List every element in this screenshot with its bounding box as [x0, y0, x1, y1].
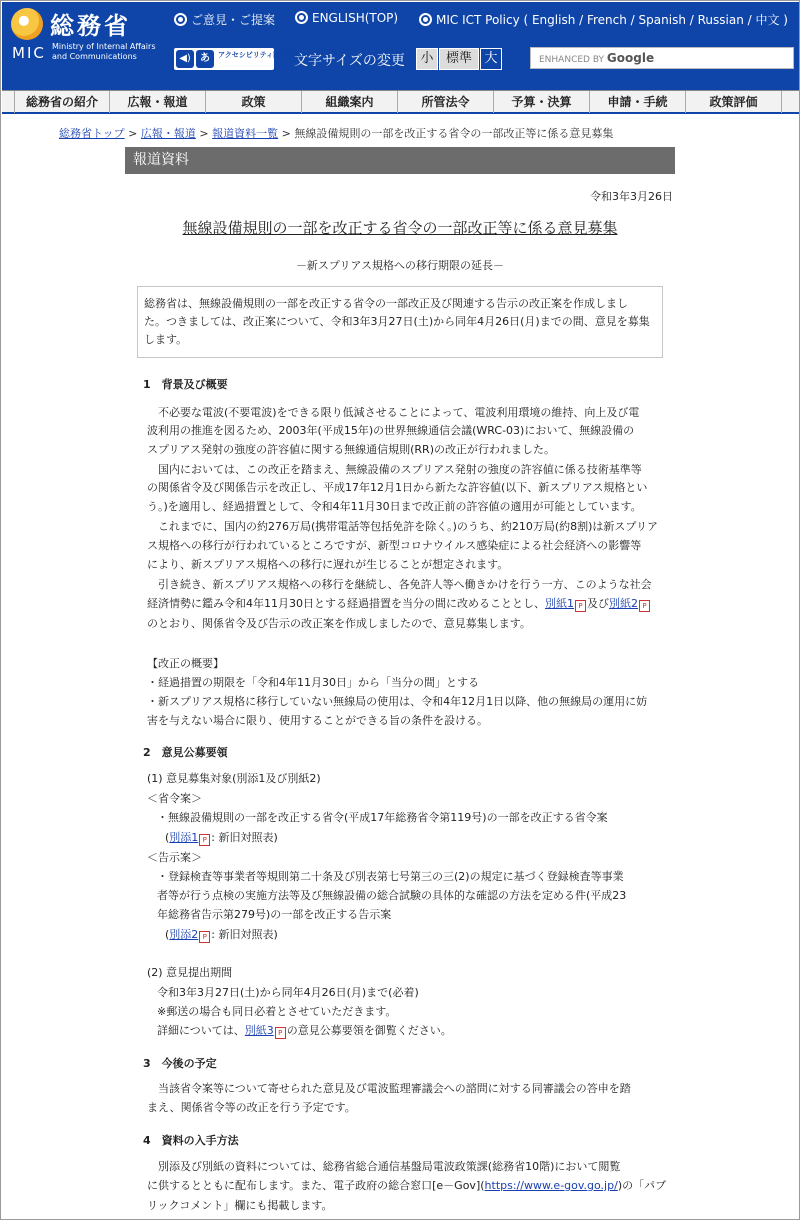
schedule-line: まえ、関係省令等の改正を行う予定です。	[147, 1101, 356, 1114]
attachment-link-1[interactable]: 別紙1	[545, 597, 574, 610]
body-line-text: 経済情勢に鑑み令和4年11月30日とする経過措置を当分の間に改めることとし、	[147, 597, 545, 610]
chevron-right-icon: >	[199, 127, 209, 140]
pdf-icon: P	[639, 600, 650, 612]
attachment-note: : 新旧対照表)	[211, 928, 278, 941]
link-join: 及び	[587, 597, 609, 610]
notice-line: 者等が行う点検の実施方法等及び無線設備の総合試験の具体的な確認の方法を定める件(平成23	[157, 889, 627, 902]
summary-line: 総務省は、無線設備規則の一部を改正する省令の一部改正及び関連する告示の改正案を作成しまし	[144, 297, 628, 310]
body-line: スプリアス発射の強度の許容値に関する無線通信規則(RR)の改正が行われました。	[147, 443, 555, 456]
search-placeholder: ENHANCED BY	[539, 55, 605, 65]
body-line: により、新スプリアス規格への移行に遅れが生じることが想定されます。	[147, 558, 509, 571]
accessibility-tool-button[interactable]	[174, 48, 322, 70]
nav-item-policy[interactable]: 政策	[206, 91, 302, 113]
google-brand: Google	[606, 51, 655, 65]
logo-abbr: MIC	[12, 44, 46, 62]
page-subtitle: －新スプリアス規格への移行期限の延長－	[295, 259, 505, 272]
body-line: の関係省令及び関係告示を改正し、平成17年12月1日から新たな許容値(以下、新スプリアス規格とい	[147, 481, 648, 494]
body-line: 不必要な電波(不要電波)をできる限り低減させることによって、電波利用環境の維持、向上及び電	[147, 406, 640, 419]
section-title: 報道資料	[125, 147, 675, 174]
nav-item-about[interactable]: 総務省の紹介	[14, 91, 110, 113]
body-line: 引き続き、新スプリアス規格への移行を継続し、各免許人等へ働きかけを行う一方、このような社会	[147, 578, 652, 591]
font-size-large-button[interactable]: 大	[480, 48, 502, 70]
search-input[interactable]	[530, 47, 794, 69]
font-size-small-button[interactable]: 小	[416, 48, 438, 70]
materials-line: リックコメント」欄にも掲載します。	[147, 1199, 333, 1212]
egov-link[interactable]: https://www.e-gov.go.jp/	[484, 1179, 618, 1192]
nav-item-laws[interactable]: 所管法令	[398, 91, 494, 113]
body-line: 波利用の推進を図るため、2003年(平成15年)の世界無線通信会議(WRC-03)において、無線設備の	[147, 424, 635, 437]
breadcrumb	[59, 125, 613, 141]
nav-item-evaluation[interactable]: 政策評価	[686, 91, 782, 113]
mail-note: ※郵送の場合も同日必着とさせていただきます。	[157, 1005, 397, 1018]
materials-line: 別添及び別紙の資料については、総務省総合通信基盤局電波政策課(総務省10階)において閲覧	[147, 1160, 621, 1173]
materials-text: に供するとともに配布します。また、電子政府の総合窓口[e－Gov](	[147, 1179, 485, 1192]
target-heading: (1) 意見募集対象(別添1及び別紙2)	[147, 772, 321, 785]
nav-item-organization[interactable]: 組織案内	[302, 91, 398, 113]
detail-post: の意見公募要領を御覧ください。	[286, 1024, 452, 1037]
nav-item-applications[interactable]: 申請・手続	[590, 91, 686, 113]
site-header	[2, 2, 799, 90]
notice-line: 年総務省告示第279号)の一部を改正する告示案	[157, 908, 392, 921]
notice-heading: ＜告示案＞	[147, 851, 202, 864]
attachment-line: (別添1 P : 新旧対照表)	[165, 831, 278, 844]
overview-line: ・経過措置の期限を「令和4年11月30日」から「当分の間」とする	[147, 676, 479, 689]
english-top-link[interactable]	[295, 11, 398, 25]
feedback-link[interactable]	[174, 11, 275, 28]
bullet-icon	[419, 13, 432, 26]
body-line	[147, 595, 651, 613]
global-nav	[2, 90, 799, 114]
nav-item-budget[interactable]: 予算・決算	[494, 91, 590, 113]
logo-english	[52, 42, 155, 62]
detail-line	[157, 1022, 452, 1040]
logo-english-line1: Ministry of Internal Affairs	[52, 42, 156, 51]
overview-line: ・新スプリアス規格に移行していない無線局の使用は、令和4年12月1日以降、他の無線局の運用に妨	[147, 695, 648, 708]
ordinance-item: ・無線設備規則の一部を改正する省令(平成17年総務省令第119号)の一部を改正する省令案	[157, 811, 608, 824]
bullet-icon	[295, 11, 308, 24]
font-size-label: 文字サイズの変更	[294, 53, 405, 69]
overview-heading: 【改正の概要】	[147, 657, 224, 670]
breadcrumb-link-press[interactable]: 広報・報道	[140, 127, 196, 140]
pdf-icon: P	[199, 834, 210, 846]
attachment-note: : 新旧対照表)	[211, 831, 278, 844]
attachment-line: (別添2 P : 新旧対照表)	[165, 928, 278, 941]
speaker-icon: ◀)	[176, 50, 194, 68]
ict-policy-link[interactable]	[419, 11, 788, 28]
ict-policy-link-label: MIC ICT Policy ( English / French / Spanish / Russian / 中文 )	[436, 13, 788, 27]
summary-box	[137, 286, 663, 358]
materials-text: )の「パブ	[617, 1179, 667, 1192]
release-date: 令和3年3月26日	[590, 190, 673, 203]
attachment-link-3[interactable]: 別紙3	[244, 1024, 274, 1037]
accessibility-tool-label: アクセシビリティ閲覧支援ツール	[218, 51, 322, 59]
bullet-icon	[174, 13, 187, 26]
overview-line: 害を与えない場合に限り、使用することができる旨の条件を設ける。	[147, 714, 488, 727]
body-line: う。)を適用し、経過措置として、令和4年11月30日まで改正前の許容値の適用が可能としています。	[147, 500, 642, 513]
pdf-icon: P	[575, 600, 586, 612]
breadcrumb-link-press-list[interactable]: 報道資料一覧	[212, 127, 279, 140]
body-line: のとおり、関係省令及び告示の改正案を作成しましたので、意見募集します。	[147, 617, 531, 630]
logo-title[interactable]: 総務省	[50, 12, 131, 40]
body-line: ス規格への移行が行われているところですが、新型コロナウイルス感染症による社会経済への影響等	[147, 539, 642, 552]
attachment-link-1b[interactable]: 別添1	[169, 831, 199, 844]
pdf-icon: P	[275, 1027, 286, 1039]
notice-line: ・登録検査等事業者等規則第二十条及び別表第七号第三の三(2)の規定に基づく登録検査等事業	[157, 870, 624, 883]
font-size-normal-button[interactable]: 標準	[439, 48, 479, 70]
mic-logo-icon[interactable]	[11, 8, 43, 40]
page-title: 無線設備規則の一部を改正する省令の一部改正等に係る意見募集	[182, 219, 618, 237]
english-top-link-label: ENGLISH(TOP)	[312, 11, 399, 25]
body-line: 国内においては、この改正を踏まえ、無線設備のスプリアス発射の強度の許容値に係る技術基準等	[147, 463, 642, 476]
hiragana-icon: あ	[196, 50, 214, 68]
summary-line: します。	[144, 333, 188, 346]
feedback-link-label: ご意見・ご提案	[191, 13, 276, 27]
chevron-right-icon: >	[128, 127, 138, 140]
attachment-link-2b[interactable]: 別添2	[169, 928, 199, 941]
nav-item-press[interactable]: 広報・報道	[110, 91, 206, 113]
pdf-icon: P	[199, 931, 210, 943]
body-line: これまでに、国内の約276万局(携帯電話等包括免許を除く。)のうち、約210万局(約8割)は新スプリア	[147, 520, 658, 533]
schedule-line: 当該省令案等について寄せられた意見及び電波監理審議会への諮問に対する同審議会の答申を踏	[147, 1082, 631, 1095]
period-text: 令和3年3月27日(土)から同年4月26日(月)まで(必着)	[157, 986, 419, 999]
chevron-right-icon: >	[281, 127, 291, 140]
period-heading: (2) 意見提出期間	[147, 966, 233, 979]
logo-english-line2: and Communications	[52, 52, 137, 61]
materials-line	[147, 1177, 666, 1195]
breadcrumb-current: 無線設備規則の一部を改正する省令の一部改正等に係る意見募集	[294, 127, 614, 140]
ordinance-heading: ＜省令案＞	[147, 792, 202, 805]
detail-pre: 詳細については、	[157, 1024, 245, 1037]
attachment-link-2[interactable]: 別紙2	[609, 597, 638, 610]
section-heading-schedule: 3 今後の予定	[143, 1057, 217, 1070]
section-heading-comment: 2 意見公募要領	[143, 746, 228, 759]
section-heading-materials: 4 資料の入手方法	[143, 1134, 239, 1147]
breadcrumb-link-top[interactable]: 総務省トップ	[59, 127, 125, 140]
section-heading-background: 1 背景及び概要	[143, 378, 228, 391]
summary-line: た。つきましては、改正案について、令和3年3月27日(土)から同年4月26日(月)までの間、意見を募集	[144, 315, 650, 328]
